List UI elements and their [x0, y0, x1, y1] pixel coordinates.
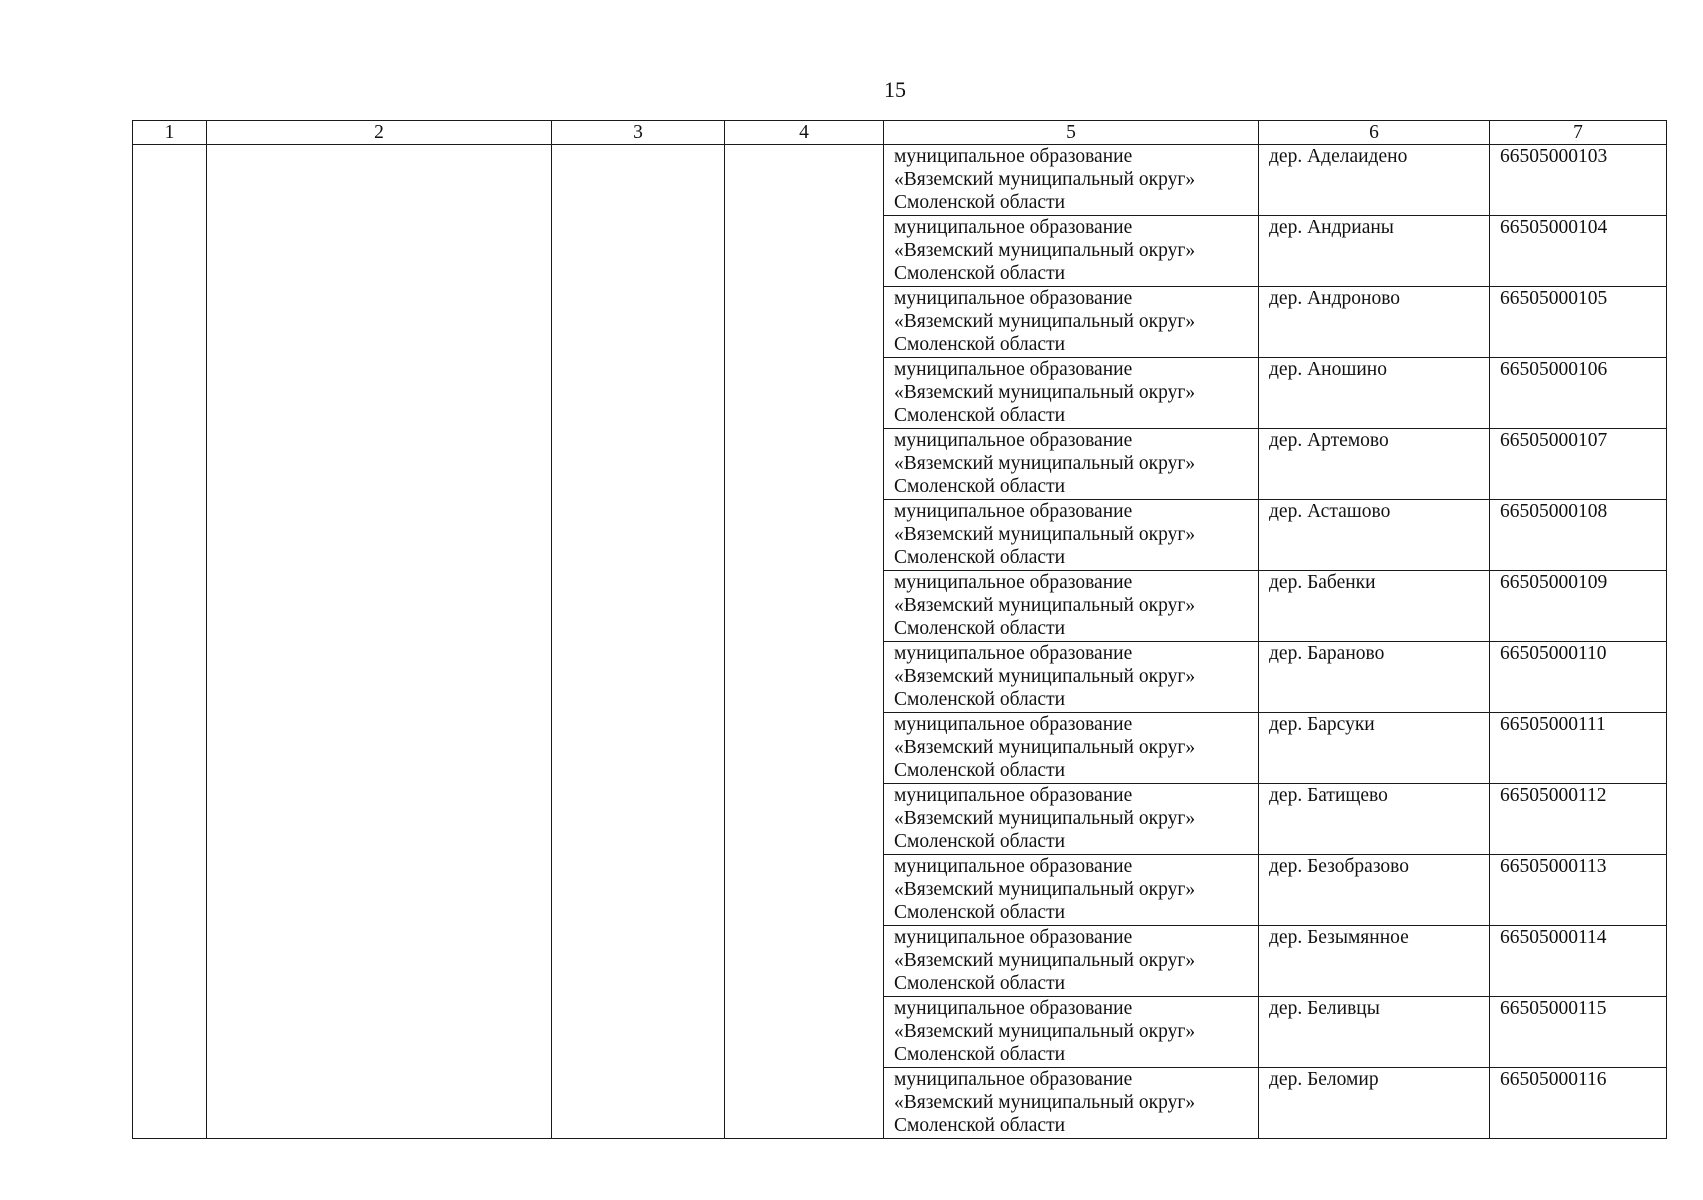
municipality-cell [884, 1068, 1259, 1139]
municipality-cell [884, 713, 1259, 784]
municipality-cell [884, 926, 1259, 997]
oktmo-code: 66505000112 [1490, 784, 1667, 855]
municipality-line: муниципальное образование [894, 359, 1133, 380]
municipality-line: Смоленской области [894, 263, 1066, 284]
municipality-line: муниципальное образование [894, 643, 1133, 664]
municipality-cell [884, 997, 1259, 1068]
oktmo-code: 66505000109 [1490, 571, 1667, 642]
header-row [133, 121, 1667, 145]
settlement-table [132, 120, 1667, 1139]
municipality-line: «Вяземский муниципальный округ» [894, 169, 1196, 190]
municipality-line: Смоленской области [894, 547, 1066, 568]
settlement-name: дер. Бараново [1259, 642, 1490, 713]
municipality-line: Смоленской области [894, 1115, 1066, 1136]
settlement-name: дер. Барсуки [1259, 713, 1490, 784]
oktmo-code: 66505000108 [1490, 500, 1667, 571]
municipality-line: Смоленской области [894, 334, 1066, 355]
table-row [133, 145, 1667, 216]
oktmo-code: 66505000106 [1490, 358, 1667, 429]
municipality-line: муниципальное образование [894, 501, 1133, 522]
column-header-7: 7 [1490, 121, 1667, 145]
municipality-line: муниципальное образование [894, 217, 1133, 238]
column-header-4: 4 [725, 121, 884, 145]
settlement-name: дер. Асташово [1259, 500, 1490, 571]
settlement-name: дер. Андроново [1259, 287, 1490, 358]
municipality-line: «Вяземский муниципальный округ» [894, 1021, 1196, 1042]
municipality-cell [884, 784, 1259, 855]
oktmo-code: 66505000110 [1490, 642, 1667, 713]
municipality-cell [884, 571, 1259, 642]
municipality-line: муниципальное образование [894, 998, 1133, 1019]
empty-cell-col-4 [725, 145, 884, 1139]
settlement-name: дер. Аношино [1259, 358, 1490, 429]
municipality-cell [884, 145, 1259, 216]
column-header-5: 5 [884, 121, 1259, 145]
municipality-line: муниципальное образование [894, 927, 1133, 948]
municipality-line: «Вяземский муниципальный округ» [894, 524, 1196, 545]
municipality-line: муниципальное образование [894, 785, 1133, 806]
empty-cell-col-2 [207, 145, 552, 1139]
municipality-line: «Вяземский муниципальный округ» [894, 595, 1196, 616]
municipality-line: «Вяземский муниципальный округ» [894, 453, 1196, 474]
settlement-name: дер. Беломир [1259, 1068, 1490, 1139]
settlement-name: дер. Андрианы [1259, 216, 1490, 287]
municipality-line: муниципальное образование [894, 146, 1133, 167]
oktmo-code: 66505000105 [1490, 287, 1667, 358]
municipality-cell [884, 500, 1259, 571]
municipality-line: «Вяземский муниципальный округ» [894, 240, 1196, 261]
municipality-cell [884, 642, 1259, 713]
settlement-name: дер. Батищево [1259, 784, 1490, 855]
municipality-line: муниципальное образование [894, 856, 1133, 877]
page-number: 15 [884, 77, 906, 102]
settlement-name: дер. Безымянное [1259, 926, 1490, 997]
municipality-line: «Вяземский муниципальный округ» [894, 311, 1196, 332]
oktmo-code: 66505000116 [1490, 1068, 1667, 1139]
municipality-cell [884, 429, 1259, 500]
municipality-line: Смоленской области [894, 476, 1066, 497]
municipality-line: Смоленской области [894, 689, 1066, 710]
municipality-line: «Вяземский муниципальный округ» [894, 666, 1196, 687]
municipality-line: Смоленской области [894, 192, 1066, 213]
column-header-3: 3 [552, 121, 725, 145]
municipality-line: муниципальное образование [894, 288, 1133, 309]
municipality-line: «Вяземский муниципальный округ» [894, 808, 1196, 829]
oktmo-code: 66505000104 [1490, 216, 1667, 287]
column-header-1: 1 [133, 121, 207, 145]
municipality-line: Смоленской области [894, 1044, 1066, 1065]
empty-cell-col-1 [133, 145, 207, 1139]
municipality-cell [884, 216, 1259, 287]
municipality-line: муниципальное образование [894, 430, 1133, 451]
column-header-6: 6 [1259, 121, 1490, 145]
municipality-line: «Вяземский муниципальный округ» [894, 879, 1196, 900]
municipality-line: «Вяземский муниципальный округ» [894, 737, 1196, 758]
oktmo-code: 66505000115 [1490, 997, 1667, 1068]
municipality-line: «Вяземский муниципальный округ» [894, 950, 1196, 971]
oktmo-code: 66505000114 [1490, 926, 1667, 997]
municipality-line: Смоленской области [894, 973, 1066, 994]
municipality-line: Смоленской области [894, 831, 1066, 852]
oktmo-code: 66505000113 [1490, 855, 1667, 926]
settlement-name: дер. Артемово [1259, 429, 1490, 500]
settlement-name: дер. Безобразово [1259, 855, 1490, 926]
settlement-name: дер. Беливцы [1259, 997, 1490, 1068]
oktmo-code: 66505000107 [1490, 429, 1667, 500]
municipality-cell [884, 287, 1259, 358]
municipality-line: Смоленской области [894, 405, 1066, 426]
municipality-line: Смоленской области [894, 760, 1066, 781]
municipality-cell [884, 358, 1259, 429]
municipality-line: «Вяземский муниципальный округ» [894, 382, 1196, 403]
column-header-2: 2 [207, 121, 552, 145]
empty-cell-col-3 [552, 145, 725, 1139]
municipality-line: Смоленской области [894, 902, 1066, 923]
municipality-line: муниципальное образование [894, 572, 1133, 593]
oktmo-code: 66505000103 [1490, 145, 1667, 216]
settlement-name: дер. Аделаидено [1259, 145, 1490, 216]
municipality-line: муниципальное образование [894, 714, 1133, 735]
municipality-line: «Вяземский муниципальный округ» [894, 1092, 1196, 1113]
municipality-line: Смоленской области [894, 618, 1066, 639]
municipality-cell [884, 855, 1259, 926]
oktmo-code: 66505000111 [1490, 713, 1667, 784]
municipality-line: муниципальное образование [894, 1069, 1133, 1090]
settlement-name: дер. Бабенки [1259, 571, 1490, 642]
